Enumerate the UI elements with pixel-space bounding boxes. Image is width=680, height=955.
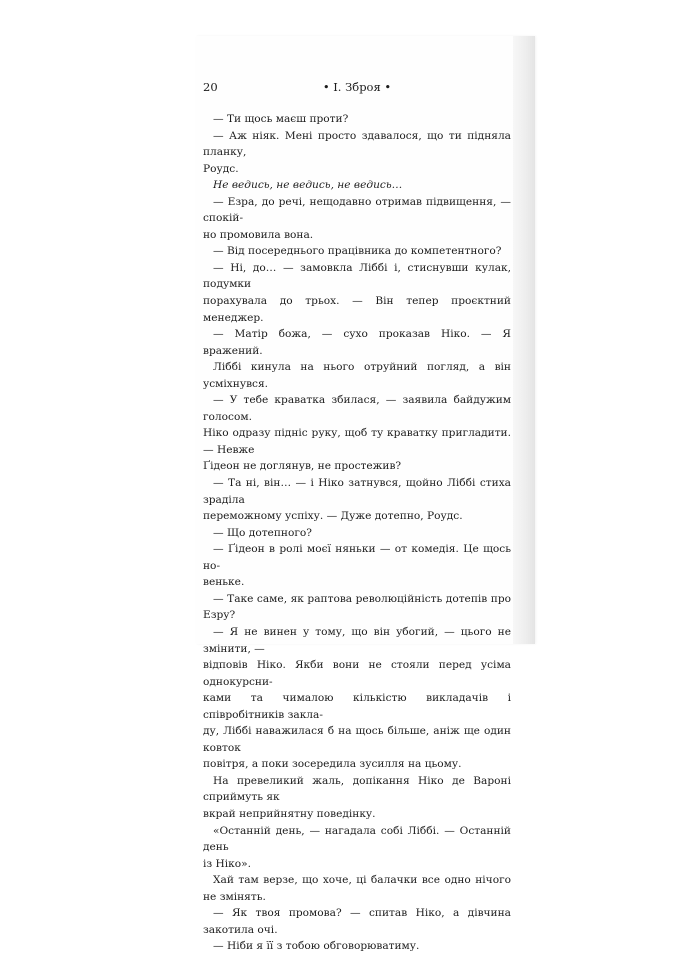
paragraph: — Езра, до речі, нещодавно отримав підвищення, — спокій- но промовила вона. xyxy=(203,195,511,241)
paragraph: — Матір божа, — сухо проказав Ніко. — Я вражений. xyxy=(203,328,511,357)
paragraph: — Таке саме, як раптова революційність дотепів про Езру? xyxy=(203,592,511,622)
paragraph: — Ніби я її з тобою обговорюватиму. xyxy=(213,940,420,953)
paragraph: Не ведись, не ведись, не ведись… xyxy=(213,179,403,192)
paragraph: — У тебе краватка збилася, — заявила байдужим голосом. Ніко одразу підніс руку, щоб ту краватку пригладити. — Невже Ґідеон не доглянув, не простежив? xyxy=(203,394,511,473)
section-title: • І. Зброя • xyxy=(322,80,392,94)
paragraph: «Останній день, — нагадала собі Ліббі. — Останній день із Ніко». xyxy=(203,824,511,870)
page-edge-shadow xyxy=(513,36,535,644)
body-text xyxy=(203,111,511,955)
paragraph: — Від посереднього працівника до компетентного? xyxy=(213,245,502,258)
paragraph: Ліббі кинула на нього отруйний погляд, а він усміхнувся. xyxy=(203,361,511,390)
paragraph: — Ти щось маєш проти? xyxy=(213,113,349,125)
paragraph: — Що дотепного? xyxy=(213,526,312,539)
paragraph: — Ґідеон в ролі моєї няньки — от комедія. Це щось но- веньке. xyxy=(203,543,511,589)
paragraph: — Я не винен у тому, що він убогий, — цього не змінити, — відповів Ніко. Якби вони не стояли перед усіма однокурсни- ками та чималою кількістю викладачів і співробітників закла- ду, Ліббі наважилася б на щось більше, аніж ще один ковток повітря, а поки зосередила зусилля на цьому. xyxy=(203,625,511,771)
running-head xyxy=(203,80,511,96)
paragraph: — Та ні, він… — і Ніко затнувся, щойно Ліббі стиха зраділа переможному успіху. — Дуже дотепно, Роудс. xyxy=(203,477,511,523)
paragraph: Хай там верзе, що хоче, ці балачки все одно нічого не змінять. xyxy=(203,874,511,903)
page-number: 20 xyxy=(203,80,218,94)
paragraph: — Як твоя промова? — спитав Ніко, а дівчина закотила очі. xyxy=(203,907,511,936)
paragraph: — Ні, до… — замовкла Ліббі і, стиснувши кулак, подумки порахувала до трьох. — Він тепер проєктний менеджер. xyxy=(203,261,511,324)
paragraph: — Аж ніяк. Мені просто здавалося, що ти підняла планку, Роудс. xyxy=(203,129,511,175)
paragraph: На превеликий жаль, допікання Ніко де Вароні сприймуть як вкрай неприйнятну поведінку. xyxy=(203,774,511,820)
